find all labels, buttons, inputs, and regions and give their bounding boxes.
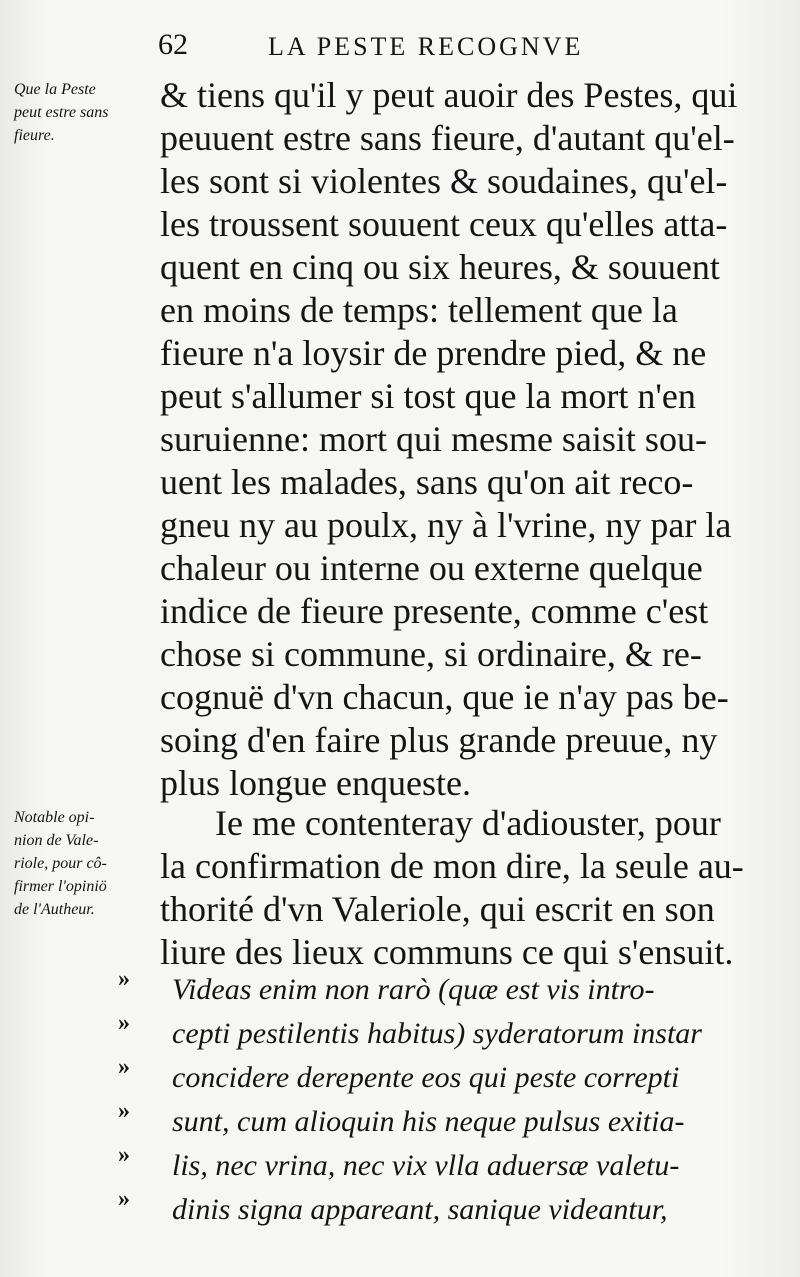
- text-line: plus longue enqueste.: [160, 763, 471, 803]
- quote-mark: »: [118, 1098, 130, 1124]
- page-header: [158, 28, 758, 68]
- text-line: uent les malades, sans qu'on ait reco-: [160, 462, 694, 502]
- text-line: les sont si violentes & soudaines, qu'el-: [160, 161, 728, 201]
- text-line: chaleur ou interne ou externe quelque: [160, 548, 703, 588]
- text-line: quent en cinq ou six heures, & souuent: [160, 247, 720, 287]
- quote-mark: »: [118, 966, 130, 992]
- running-title: LA PESTE RECOGNVE: [268, 32, 584, 61]
- text-line: les troussent souuent ceux qu'elles atta-: [160, 204, 728, 244]
- margin-note-line: Que la Peste: [14, 81, 96, 98]
- text-line: en moins de temps: tellement que la: [160, 290, 678, 330]
- quote-line: cepti pestilentis habitus) syderatorum instar: [172, 1017, 702, 1050]
- quote-line: concidere derepente eos qui peste correpti: [172, 1061, 680, 1094]
- text-line: suruienne: mort qui mesme saisit sou-: [160, 419, 707, 459]
- text-line: thorité d'vn Valeriole, qui escrit en son: [160, 889, 715, 929]
- text-line: soing d'en faire plus grande preuue, ny: [160, 720, 718, 760]
- margin-note-line: peut estre sans: [14, 104, 109, 121]
- quote-line: sunt, cum alioquin his neque pulsus exitia-: [172, 1105, 685, 1138]
- margin-note-2: [14, 806, 154, 921]
- margin-note-line: firmer l'opiniö: [14, 878, 107, 895]
- margin-note-line: nion de Vale-: [14, 832, 99, 849]
- text-line: la confirmation de mon dire, la seule au-: [160, 846, 744, 886]
- quote-line: lis, nec vrina, nec vix vlla aduersæ valetu-: [172, 1149, 680, 1182]
- quote-line: dinis signa appareant, sanique videantur,: [172, 1193, 668, 1226]
- quote-mark: »: [118, 1142, 130, 1168]
- quote-mark: »: [118, 1054, 130, 1080]
- quote-mark: »: [118, 1186, 130, 1212]
- quote-line: Videas enim non rarò (quæ est vis intro-: [172, 973, 655, 1006]
- text-line: peut s'allumer si tost que la mort n'en: [160, 376, 696, 416]
- text-line: indice de fieure presente, comme c'est: [160, 591, 709, 631]
- margin-note-line: de l'Autheur.: [14, 901, 95, 918]
- page-number: 62: [158, 28, 188, 61]
- text-line: peuuent estre sans fieure, d'autant qu'el-: [160, 118, 735, 158]
- margin-note-1: [14, 78, 154, 147]
- text-line: chose si commune, si ordinaire, & re-: [160, 634, 702, 674]
- margin-note-line: riole, pour cô-: [14, 855, 107, 872]
- margin-note-line: fieure.: [14, 127, 55, 144]
- text-line: fieure n'a loysir de prendre pied, & ne: [160, 333, 707, 373]
- margin-note-line: Notable opi-: [14, 809, 95, 826]
- text-line: & tiens qu'il y peut auoir des Pestes, qui: [160, 75, 738, 115]
- quote-mark: »: [118, 1010, 130, 1036]
- text-line: cognuë d'vn chacun, que ie n'ay pas be-: [160, 677, 729, 717]
- text-line: liure des lieux communs ce qui s'ensuit.: [160, 932, 734, 972]
- text-line: Ie me contenteray d'adiouster, pour: [215, 803, 721, 843]
- text-line: gneu ny au poulx, ny à l'vrine, ny par la: [160, 505, 732, 545]
